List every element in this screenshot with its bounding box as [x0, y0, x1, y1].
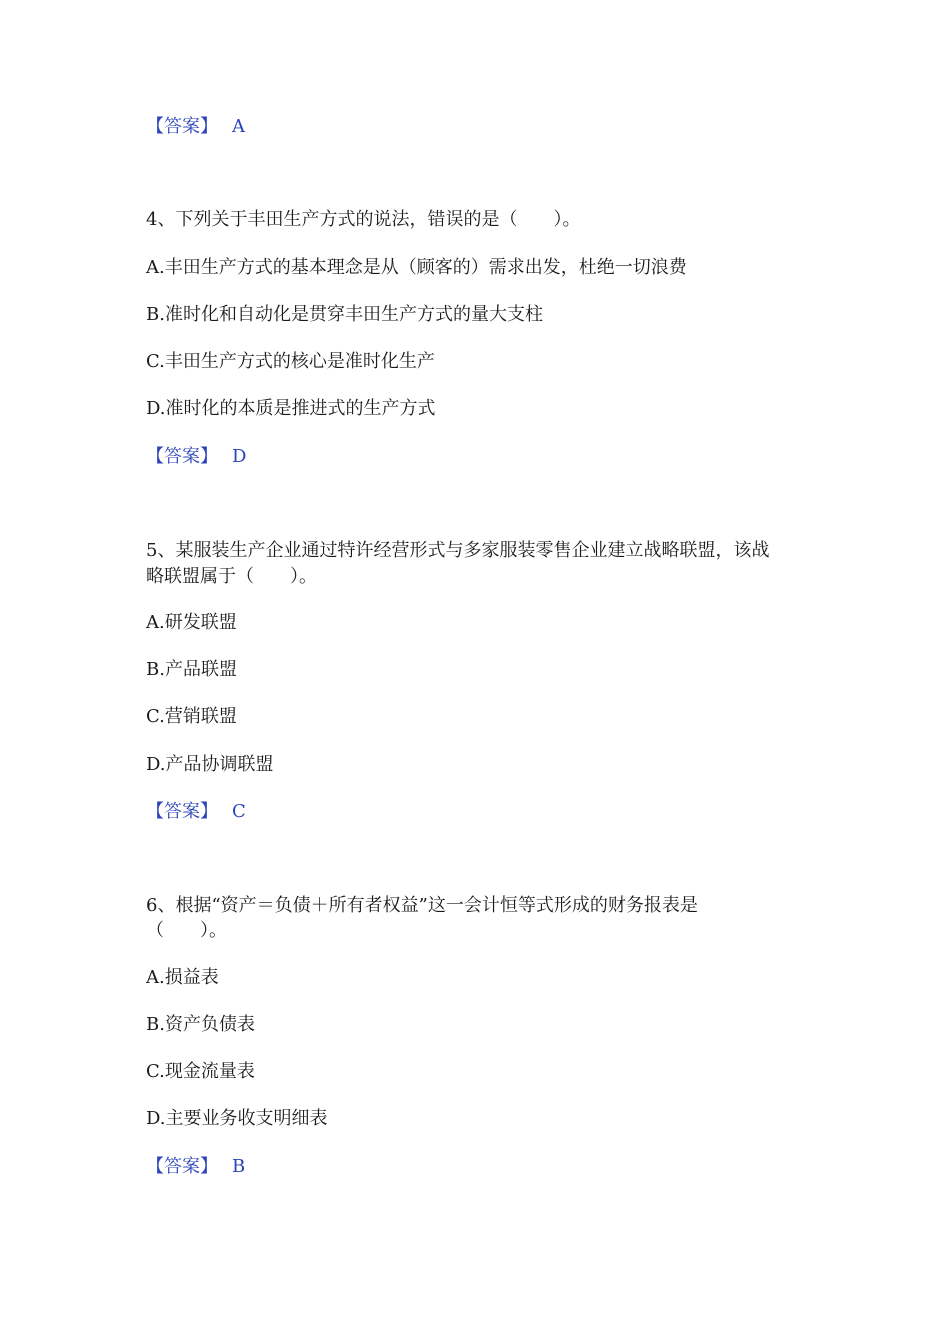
q3-answer: [146, 116, 245, 138]
answer-label: 【答案】: [146, 446, 218, 467]
q6-option-d: D.主要业务收支明细表: [146, 1108, 328, 1129]
q6-stem-line1: 6、根据“资产＝负债＋所有者权益”这一会计恒等式形成的财务报表是: [146, 895, 698, 916]
answer-label: 【答案】: [146, 1156, 218, 1177]
answer-letter: B: [232, 1156, 246, 1177]
q5-option-b: B.产品联盟: [146, 659, 237, 680]
q4-option-d: D.准时化的本质是推进式的生产方式: [146, 398, 436, 419]
q6-stem-line2: （ ）。: [146, 920, 227, 941]
q5-option-a: A.研发联盟: [146, 612, 237, 633]
answer-letter: C: [232, 801, 246, 822]
q6-option-b: B.资产负债表: [146, 1014, 255, 1035]
q6-option-a: A.损益表: [146, 967, 219, 988]
q4-answer: [146, 446, 246, 468]
q6-option-c: C.现金流量表: [146, 1061, 255, 1082]
q4-stem: 4、下列关于丰田生产方式的说法，错误的是（ ）。: [146, 209, 581, 230]
q5-option-d: D.产品协调联盟: [146, 754, 274, 775]
answer-label: 【答案】: [146, 116, 218, 137]
q5-stem-line1: 5、某服装生产企业通过特许经营形式与多家服装零售企业建立战略联盟，该战: [146, 540, 770, 561]
answer-letter: D: [232, 446, 247, 467]
q4-option-a: A.丰田生产方式的基本理念是从（顾客的）需求出发，杜绝一切浪费: [146, 257, 687, 278]
answer-label: 【答案】: [146, 801, 218, 822]
q4-option-b: B.准时化和自动化是贯穿丰田生产方式的量大支柱: [146, 304, 543, 325]
answer-letter: A: [232, 116, 245, 137]
q5-option-c: C.营销联盟: [146, 706, 237, 727]
q5-stem-line2: 略联盟属于（ ）。: [146, 566, 317, 587]
q5-answer: [146, 801, 246, 823]
q4-option-c: C.丰田生产方式的核心是准时化生产: [146, 351, 435, 372]
q6-answer: [146, 1156, 245, 1178]
